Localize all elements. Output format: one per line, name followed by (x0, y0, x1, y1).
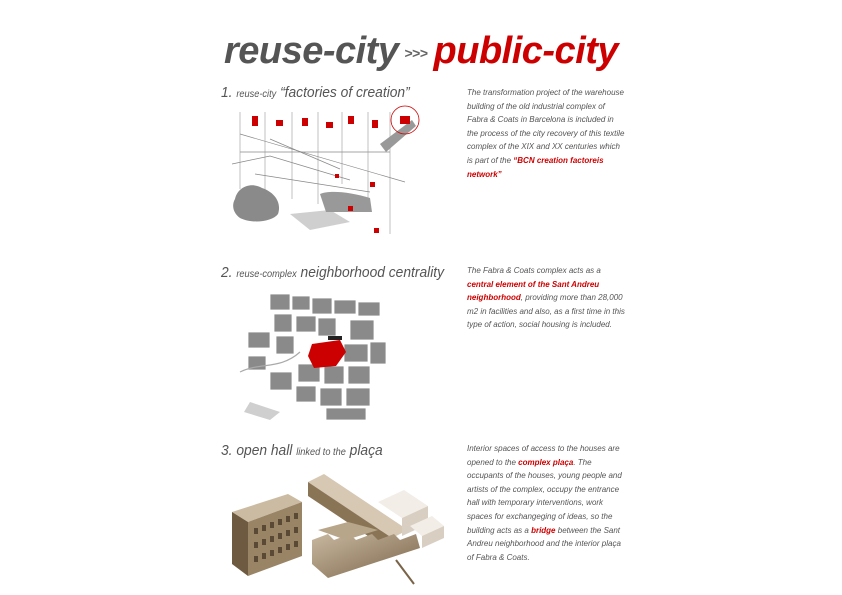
section-3-small: linked to the (296, 447, 346, 458)
section-3-text-end: between the Sant Andreu neighborhood and the interior plaça of Fabra & Coats. (467, 525, 621, 562)
section-3-big-b: plaça (349, 442, 383, 459)
section-3-big-a: open hall (236, 442, 293, 459)
section-3-text-mid: . The occupants of the houses, young people and artists of the complex, occupy the entrance hall with temporary interventions, work spaces for exchangeging of ideas, so the building acts as a (467, 457, 622, 535)
section-2-highlight: central element of the Sant Andreu neighborhood (467, 279, 600, 303)
fabra-coats-complex-marker (308, 340, 346, 368)
section-2-heading (221, 264, 444, 281)
section-2-text (467, 264, 627, 332)
section-2-small: reuse-complex (236, 269, 297, 280)
section-1-small: reuse-city (236, 89, 277, 100)
section-3-highlight-bridge: bridge (531, 525, 556, 535)
section-3-building-model (228, 468, 448, 588)
section-3-text (467, 442, 627, 564)
section-2-neighborhood-map (240, 292, 390, 422)
section-1-highlight: “BCN creation factoreis network” (467, 155, 604, 179)
section-1-heading (221, 84, 410, 101)
section-3-heading (221, 442, 383, 459)
section-1-big: “factories of creation” (280, 84, 410, 101)
section-1-text-body: The transformation project of the warehouse building of the old industrial complex of Fabra & Coats in Barcelona is included in the process of the city recovery of this textile complex of the XIX and XX centuries which is part of the (467, 88, 625, 165)
title-separator: >>> (404, 44, 428, 61)
section-3-number: 3. (221, 442, 233, 459)
section-2-big: neighborhood centrality (300, 264, 445, 281)
section-1-number: 1. (221, 84, 233, 101)
section-1-city-map (230, 104, 430, 244)
main-title (0, 30, 842, 73)
title-reuse-city: reuse-city (223, 30, 399, 72)
section-1-text (467, 86, 627, 181)
section-3-highlight: complex plaça (518, 457, 574, 467)
title-public-city: public-city (433, 30, 619, 72)
section-2-text-body: The Fabra & Coats complex acts as a (467, 266, 601, 275)
section-2-number: 2. (221, 264, 233, 281)
map-district-blob (233, 185, 279, 221)
section-3-text-body: Interior spaces of access to the houses are opened to the (467, 444, 620, 467)
section-2-text-end: , providing more than 28,000 m2 in facilities and also, as a first time in this type of action, social housing is included. (467, 293, 625, 330)
